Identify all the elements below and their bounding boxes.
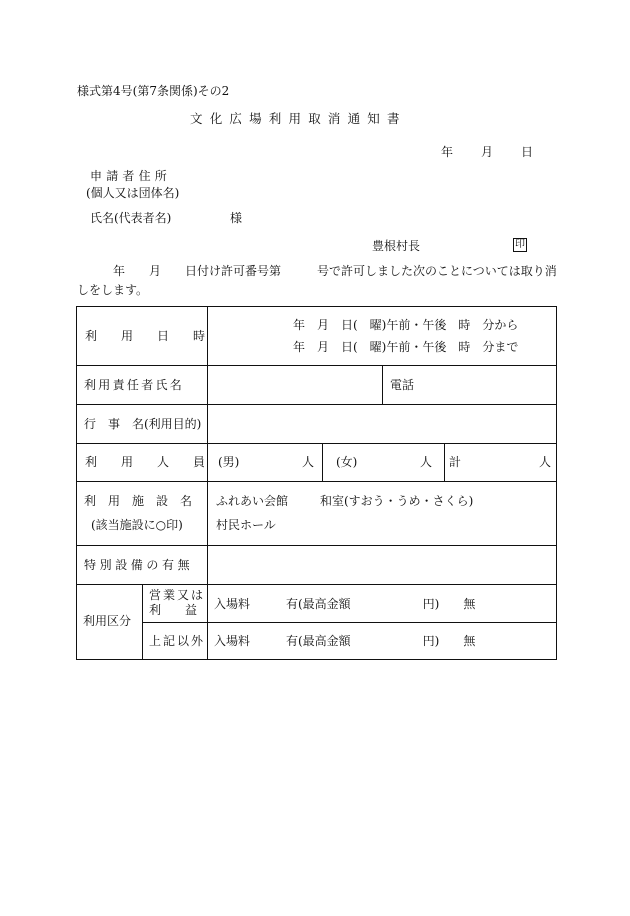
total-unit: 人: [539, 455, 552, 469]
commercial-fee-row[interactable]: 入場料 有(最高金額 円) 無: [214, 597, 476, 611]
usage-category-label: 利用区分: [83, 614, 132, 628]
attendees-label: 利 用 人 員: [85, 455, 206, 469]
event-name-label: 行 事 名(利用目的): [84, 417, 202, 431]
total-label: 計: [449, 455, 462, 469]
representative-name-label: 氏名(代表者名): [90, 211, 172, 225]
facility-option-sonmin-hall[interactable]: 村民ホール: [216, 518, 276, 532]
female-label: (女): [336, 455, 358, 469]
special-equipment-field[interactable]: [216, 558, 536, 572]
form-number: 様式第4号(第7条関係)その2: [77, 84, 230, 98]
event-name-field[interactable]: [216, 417, 536, 431]
other-fee-row[interactable]: 入場料 有(最高金額 円) 無: [214, 634, 476, 648]
female-unit: 人: [420, 455, 433, 469]
applicant-note: (個人又は団体名): [86, 186, 180, 200]
special-equipment-label: 特別設備の有無: [84, 558, 194, 572]
facility-note: (該当施設に○印): [91, 518, 183, 532]
facility-option-fureai[interactable]: ふれあい会館: [216, 494, 289, 508]
date-year: 年: [441, 145, 454, 159]
other-usage-label: 上記以外: [149, 634, 206, 648]
date-month: 月: [481, 145, 494, 159]
commercial-label-line-2: 利 益: [149, 603, 198, 617]
issuer-name: 豊根村長: [372, 239, 421, 253]
body-text-line-2: しをします。: [77, 283, 149, 297]
male-label: (男): [218, 455, 240, 469]
usage-datetime-from[interactable]: 年 月 日( 曜)午前・午後 時 分から: [293, 318, 519, 332]
usage-datetime-to[interactable]: 年 月 日( 曜)午前・午後 時 分まで: [293, 340, 519, 354]
document-title: 文化広場利用取消通知書: [190, 111, 407, 126]
usage-datetime-label: 利 用 日 時: [85, 329, 206, 343]
seal-mark: 印: [515, 239, 525, 250]
form-table: [76, 306, 557, 660]
commercial-label-line-1: 営業又は: [149, 588, 206, 602]
facility-label: 利 用 施 設 名: [84, 494, 193, 508]
facility-option-washitsu[interactable]: 和室(すおう・うめ・さくら): [320, 494, 474, 508]
phone-label: 電話: [390, 378, 415, 392]
date-day: 日: [521, 145, 534, 159]
date-line: [441, 145, 533, 159]
responsible-person-field[interactable]: [216, 378, 366, 392]
male-unit: 人: [302, 455, 315, 469]
applicant-address-label: 申請者住所: [90, 169, 172, 183]
responsible-person-label: 利用責任者氏名: [84, 378, 185, 392]
body-text-line-1: [77, 264, 557, 278]
honorific: 様: [230, 211, 243, 225]
body-text: 年 月 日付け許可番号第 号で許可しました次のことについては取り消: [113, 264, 557, 278]
